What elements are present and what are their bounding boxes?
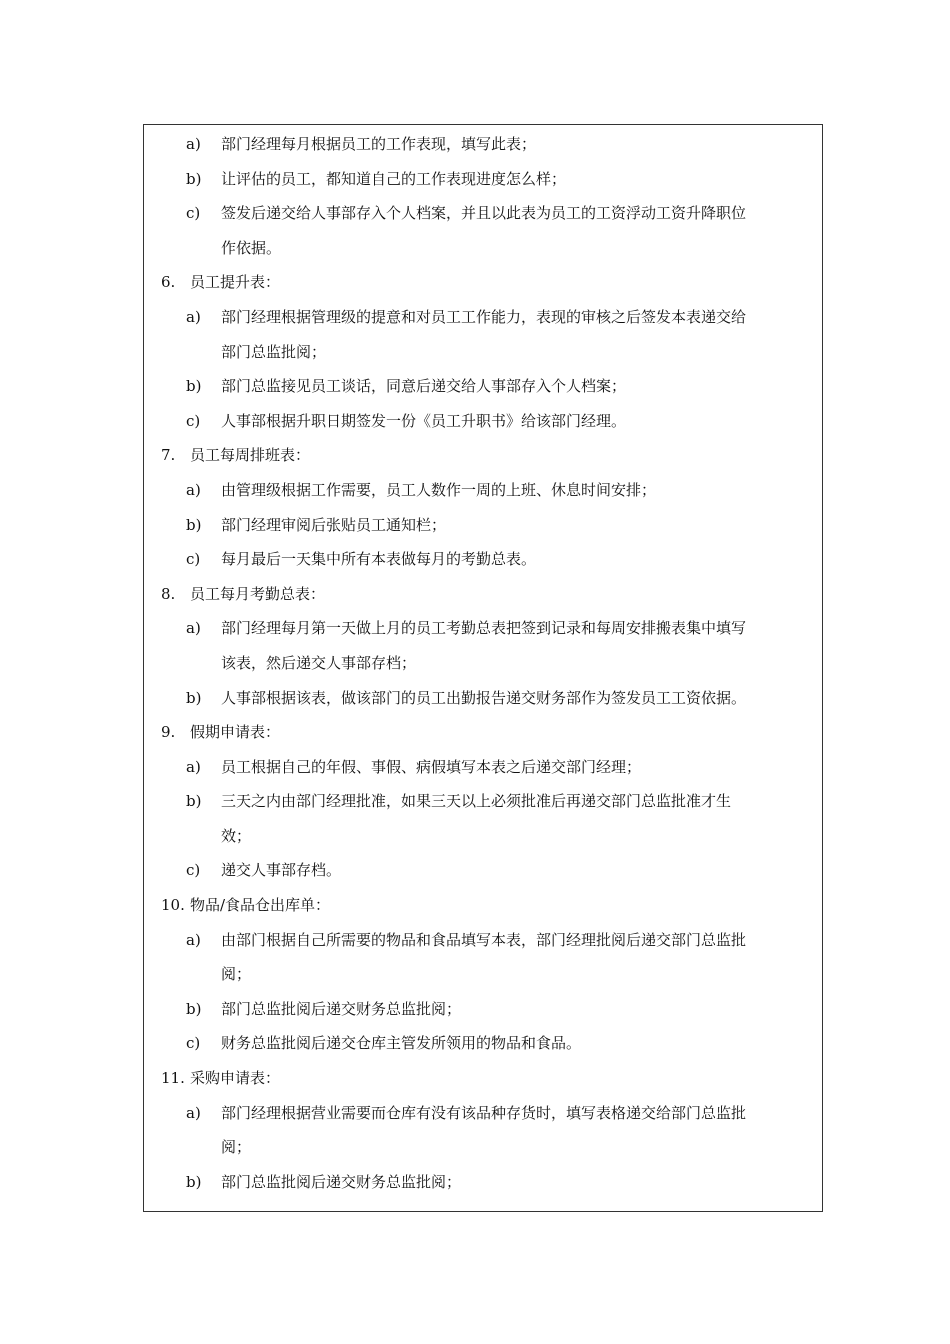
- list-item-continuation: [144, 819, 822, 854]
- list-item: [144, 300, 822, 335]
- item-marker: a): [186, 480, 201, 499]
- section-number: 8.: [161, 584, 176, 603]
- list-item: [144, 473, 822, 508]
- item-text: 部门经理每月根据员工的工作表现，填写此表；: [221, 135, 537, 153]
- section-heading: [144, 577, 822, 612]
- item-text: 部门总监批阅；: [221, 342, 327, 361]
- item-marker: b): [186, 999, 202, 1018]
- item-text: 财务总监批阅后递交仓库主管发所领用的物品和食品。: [221, 1034, 582, 1053]
- list-item: [144, 369, 822, 404]
- section-heading: [144, 438, 822, 473]
- item-marker: b): [186, 515, 202, 534]
- section-heading: [144, 888, 822, 923]
- item-text: 部门经理根据营业需要而仓库有没有该品种存货时，填写表格递交给部门总监批: [221, 1103, 747, 1122]
- item-text: 阅；: [221, 965, 252, 984]
- item-text: 让评估的员工，都知道自己的工作表现进度怎么样；: [221, 169, 567, 188]
- item-text: 部门经理审阅后张贴员工通知栏；: [221, 515, 447, 534]
- list-item: [144, 404, 822, 439]
- list-item: [144, 992, 822, 1027]
- section-heading: [144, 1061, 822, 1096]
- item-marker: a): [186, 1103, 201, 1122]
- section-number: 9.: [161, 723, 176, 742]
- item-marker: c): [186, 411, 201, 430]
- section-title: 员工提升表：: [190, 273, 281, 292]
- list-item: [144, 1026, 822, 1061]
- item-text: 效；: [221, 826, 252, 845]
- item-text: 签发后递交给人事部存入个人档案，并且以此表为员工的工资浮动工资升降职位: [221, 204, 747, 223]
- item-text: 员工根据自己的年假、事假、病假填写本表之后递交部门经理；: [221, 757, 642, 776]
- list-item-continuation: [144, 1130, 822, 1165]
- list-item: [144, 784, 822, 819]
- section-title: 假期申请表：: [190, 723, 281, 742]
- list-item: [144, 196, 822, 231]
- item-marker: a): [186, 307, 201, 326]
- item-marker: c): [186, 1034, 201, 1053]
- section-title: 采购申请表：: [190, 1069, 281, 1088]
- item-text: 由管理级根据工作需要，员工人数作一周的上班、休息时间安排；: [221, 480, 657, 499]
- document-frame: [143, 124, 823, 1212]
- item-text: 递交人事部存档。: [221, 861, 342, 880]
- item-marker: c): [186, 550, 201, 569]
- list-item: [144, 750, 822, 785]
- list-item-continuation: [144, 231, 822, 266]
- list-item: [144, 508, 822, 543]
- item-text: 部门总监批阅后递交财务总监批阅；: [221, 999, 462, 1018]
- list-item: [144, 127, 822, 162]
- item-text: 部门总监接见员工谈话，同意后递交给人事部存入个人档案；: [221, 377, 627, 396]
- item-text: 作依据。: [221, 238, 282, 257]
- list-item: [144, 542, 822, 577]
- item-text: 人事部根据该表，做该部门的员工出勤报告递交财务部作为签发员工工资依据。: [221, 688, 747, 707]
- section-number: 11.: [161, 1069, 185, 1088]
- section-number: 6.: [161, 273, 176, 292]
- item-marker: c): [186, 204, 201, 223]
- list-item: [144, 681, 822, 716]
- section-title: 员工每周排班表：: [190, 446, 311, 465]
- item-marker: a): [186, 619, 201, 638]
- list-item: [144, 162, 822, 197]
- item-text: 阅；: [221, 1138, 252, 1157]
- list-item: [144, 1096, 822, 1131]
- item-text: 三天之内由部门经理批准，如果三天以上必须批准后再递交部门总监批准才生: [221, 792, 732, 811]
- list-item: [144, 923, 822, 958]
- item-text: 部门总监批阅后递交财务总监批阅；: [221, 1172, 462, 1191]
- item-marker: a): [186, 930, 201, 949]
- item-marker: a): [186, 135, 201, 153]
- list-item-continuation: [144, 335, 822, 370]
- item-text: 人事部根据升职日期签发一份《员工升职书》给该部门经理。: [221, 411, 627, 430]
- section-title: 员工每月考勤总表：: [190, 584, 326, 603]
- item-text: 每月最后一天集中所有本表做每月的考勤总表。: [221, 550, 537, 569]
- section-title: 物品/食品仓出库单：: [190, 896, 331, 915]
- section-heading: [144, 265, 822, 300]
- section-number: 7.: [161, 446, 176, 465]
- item-marker: b): [186, 792, 202, 811]
- item-text: 部门经理根据管理级的提意和对员工工作能力，表现的审核之后签发本表递交给: [221, 307, 747, 326]
- list-item: [144, 853, 822, 888]
- list-item: [144, 611, 822, 646]
- item-marker: b): [186, 688, 202, 707]
- item-text: 该表，然后递交人事部存档；: [221, 653, 417, 672]
- section-number: 10.: [161, 896, 185, 915]
- section-heading: [144, 715, 822, 750]
- item-text: 由部门根据自己所需要的物品和食品填写本表，部门经理批阅后递交部门总监批: [221, 930, 747, 949]
- item-text: 部门经理每月第一天做上月的员工考勤总表把签到记录和每周安排搬表集中填写: [221, 619, 747, 638]
- list-item: [144, 1165, 822, 1200]
- item-marker: b): [186, 377, 202, 396]
- item-marker: c): [186, 861, 201, 880]
- list-item-continuation: [144, 646, 822, 681]
- item-marker: b): [186, 1172, 202, 1191]
- item-marker: b): [186, 169, 202, 188]
- item-marker: a): [186, 757, 201, 776]
- list-item-continuation: [144, 957, 822, 992]
